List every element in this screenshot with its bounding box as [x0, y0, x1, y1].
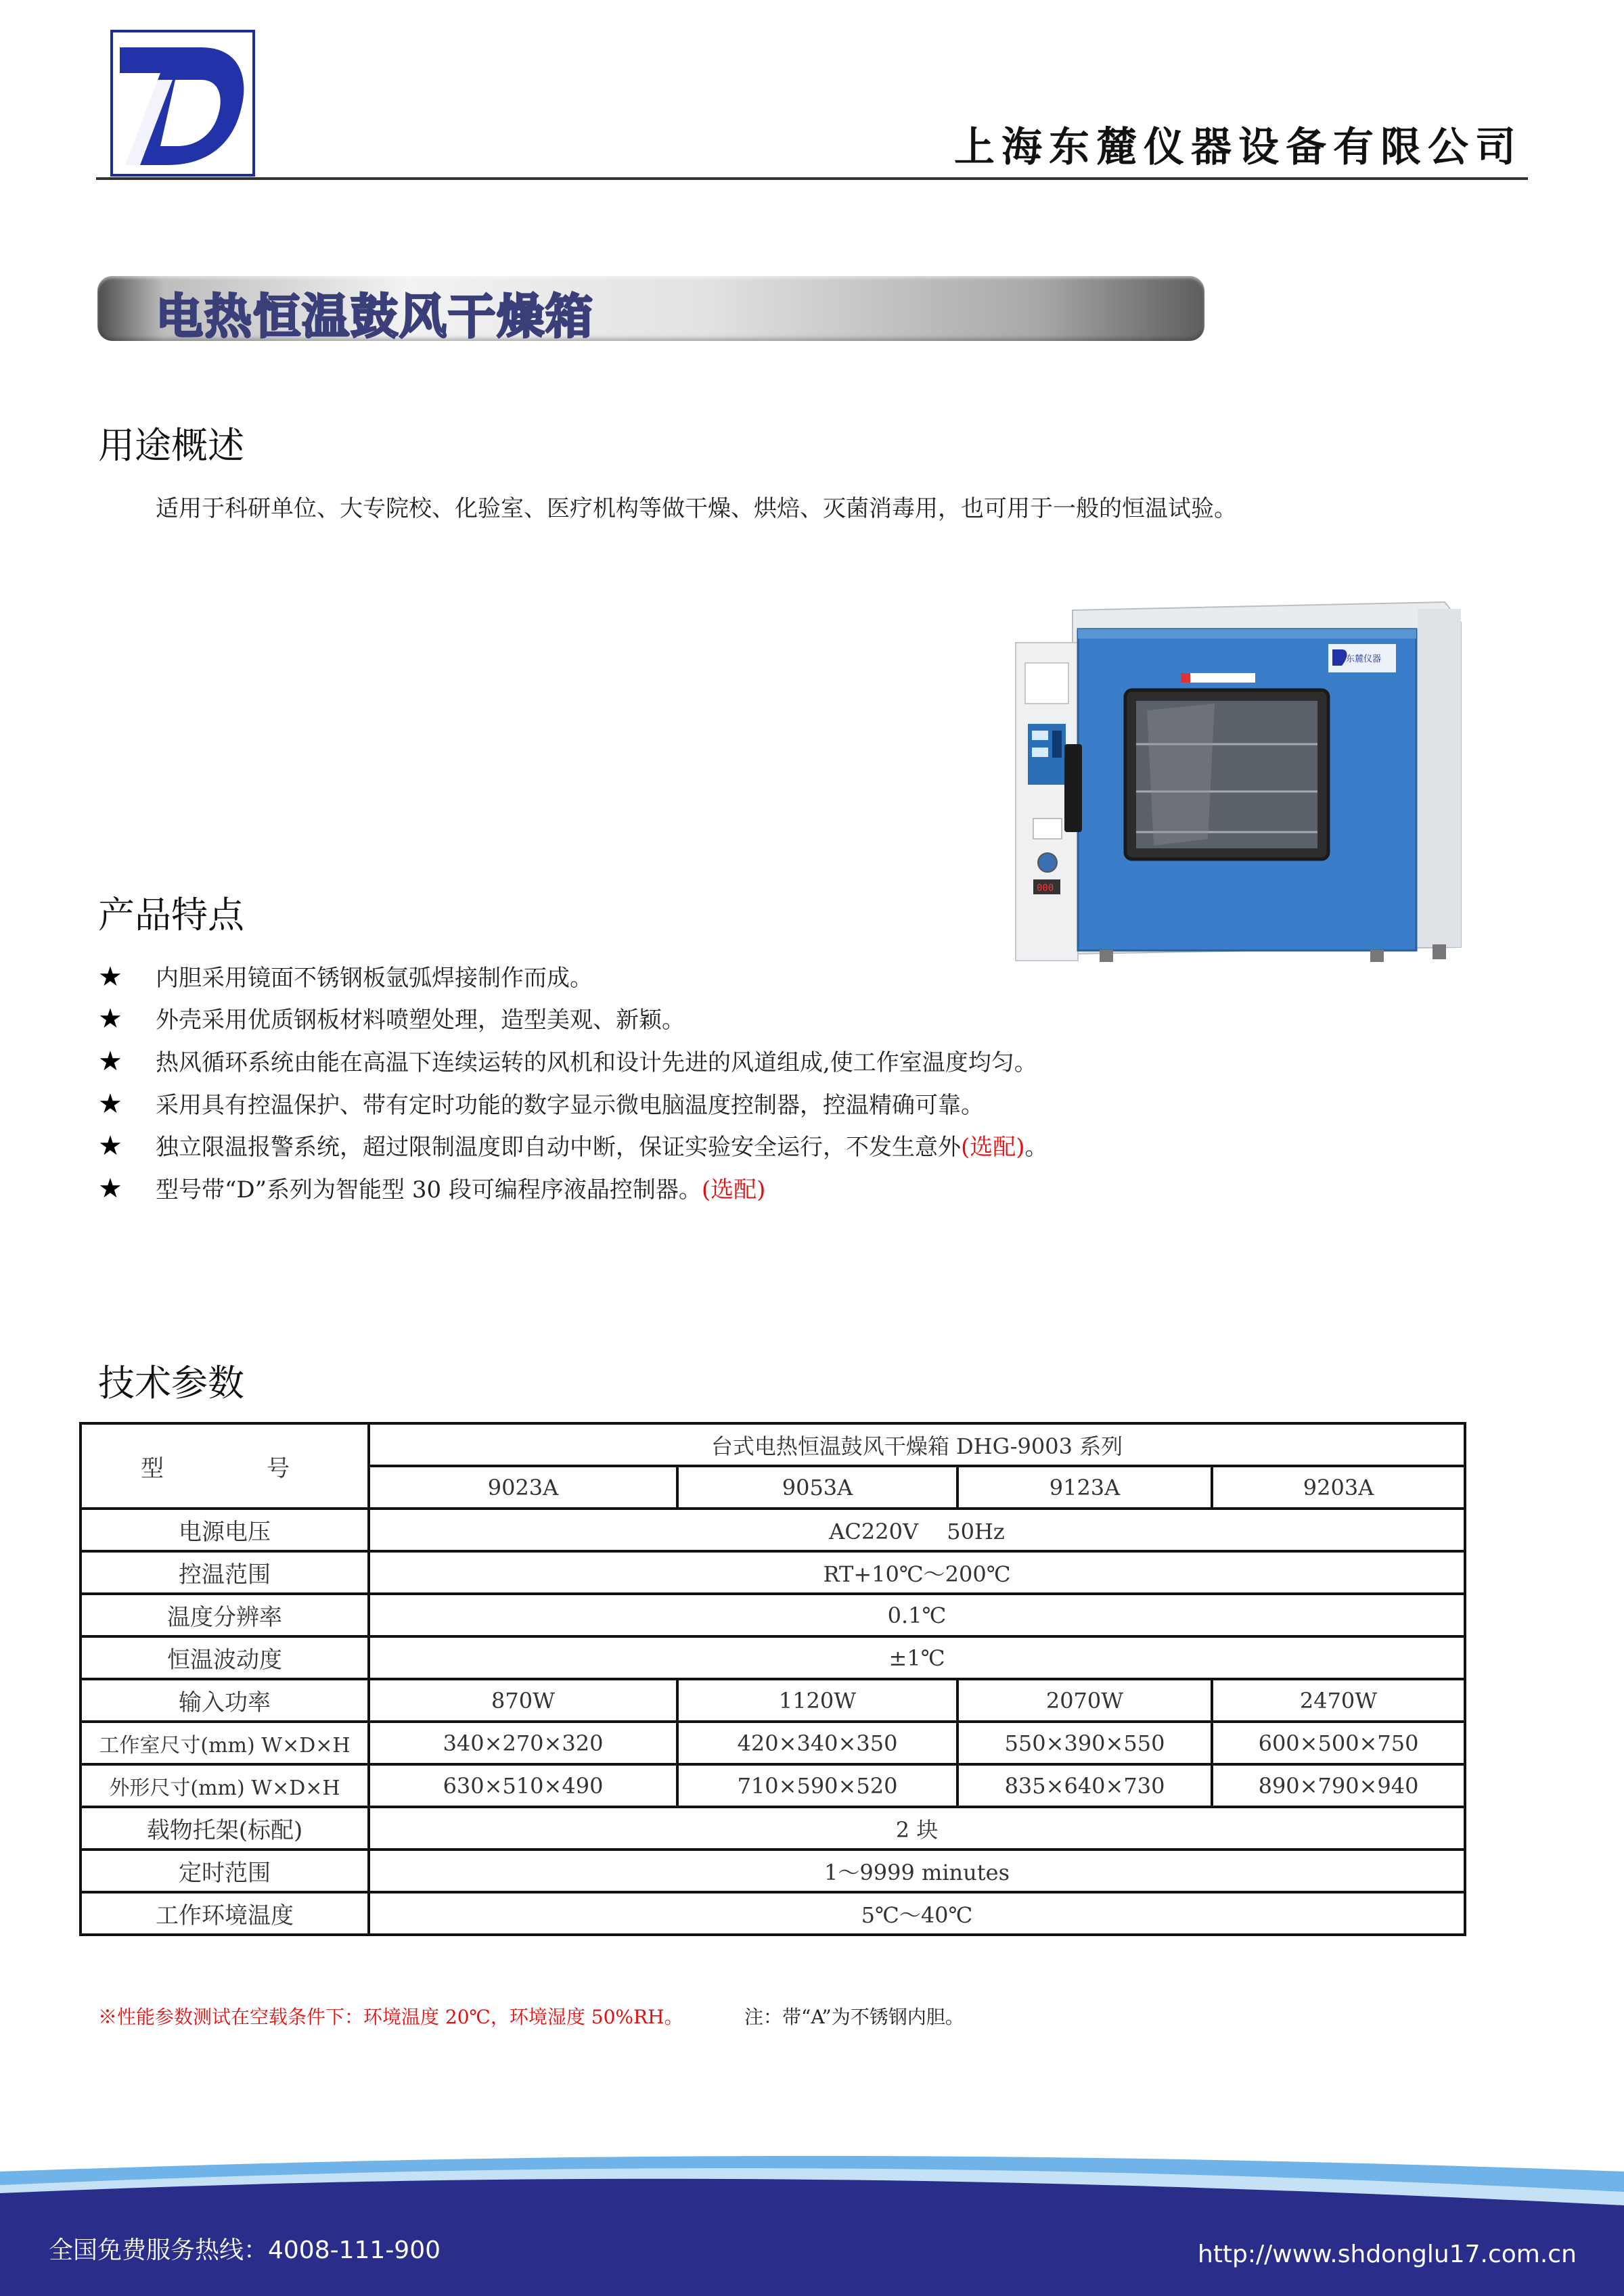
table-row: [81, 1850, 1465, 1892]
row-value: 550×390×550: [957, 1722, 1212, 1764]
row-label: 工作环境温度: [81, 1892, 369, 1935]
hotline-text: 全国免费服务热线：4008-111-900: [49, 2236, 441, 2264]
table-row: [81, 1679, 1465, 1722]
star-icon: ★: [98, 1046, 122, 1077]
table-row: [81, 1892, 1465, 1935]
table-row: [81, 1807, 1465, 1850]
row-label: 定时范围: [81, 1850, 369, 1892]
feature-item: ★ 外壳采用优质钢板材料喷塑处理，造型美观、新颖。: [98, 1003, 685, 1034]
row-label: 电源电压: [81, 1509, 369, 1551]
table-row: [81, 1764, 1465, 1807]
params-heading: 技术参数: [98, 1362, 244, 1404]
row-value: ±1℃: [369, 1636, 1465, 1679]
row-value: 2 块: [369, 1807, 1465, 1850]
row-value: AC220V 50Hz: [369, 1509, 1465, 1551]
star-icon: ★: [98, 1130, 122, 1162]
series-name: 台式电热恒温鼓风干燥箱 DHG-9003 系列: [369, 1423, 1465, 1466]
table-row: [81, 1551, 1465, 1594]
model-cell: 9023A: [369, 1466, 677, 1509]
model-cell: 9123A: [957, 1466, 1212, 1509]
header-divider: [96, 177, 1528, 180]
row-label: 控温范围: [81, 1551, 369, 1594]
company-logo: [110, 30, 255, 177]
star-icon: ★: [98, 1173, 122, 1204]
feature-item: ★ 内胆采用镜面不锈钢板氩弧焊接制作而成。: [98, 961, 593, 992]
star-icon: ★: [98, 1088, 122, 1120]
row-value: 340×270×320: [369, 1722, 677, 1764]
row-value: 890×790×940: [1212, 1764, 1465, 1807]
spec-table: [79, 1422, 1466, 1936]
website-link[interactable]: http://www.shdonglu17.com.cn: [1198, 2241, 1577, 2268]
product-image: [1012, 595, 1472, 974]
stainless-note: 注：带“A”为不锈钢内胆。: [744, 2006, 964, 2028]
row-value: 1～9999 minutes: [369, 1850, 1465, 1892]
table-row: [81, 1722, 1465, 1764]
table-row: [81, 1636, 1465, 1679]
row-label: 载物托架(标配): [81, 1807, 369, 1850]
svg-text:000: 000: [1037, 883, 1054, 894]
star-icon: ★: [98, 1003, 122, 1034]
model-cell: 9203A: [1212, 1466, 1465, 1509]
footer-band: [0, 2144, 1624, 2296]
row-value: 630×510×490: [369, 1764, 677, 1807]
row-label: 工作室尺寸(mm) W×D×H: [81, 1722, 369, 1764]
row-value: 1120W: [677, 1679, 957, 1722]
brand-plate-text: 东麓仪器: [1346, 654, 1382, 664]
table-row: [81, 1423, 1465, 1466]
usage-text: 适用于科研单位、大专院校、化验室、医疗机构等做干燥、烘焙、灭菌消毒用，也可用于一般的恒温试验。: [156, 495, 1237, 522]
row-label: 外形尺寸(mm) W×D×H: [81, 1764, 369, 1807]
row-value: 2070W: [957, 1679, 1212, 1722]
table-row: [81, 1594, 1465, 1636]
model-label: 型 号: [81, 1423, 369, 1509]
row-value: 600×500×750: [1212, 1722, 1465, 1764]
row-value: RT+10℃～200℃: [369, 1551, 1465, 1594]
test-condition-note: ※性能参数测试在空载条件下：环境温度 20℃，环境湿度 50%RH。: [98, 2006, 683, 2028]
feature-item: ★ 独立限温报警系统，超过限制温度即自动中断，保证实验安全运行，不发生意外(选配)。: [98, 1130, 1048, 1162]
table-row: [81, 1509, 1465, 1551]
row-value: 0.1℃: [369, 1594, 1465, 1636]
usage-heading: 用途概述: [98, 424, 244, 467]
model-cell: 9053A: [677, 1466, 957, 1509]
row-value: 710×590×520: [677, 1764, 957, 1807]
company-name: 上海东麓仪器设备有限公司: [954, 124, 1522, 171]
row-label: 恒温波动度: [81, 1636, 369, 1679]
feature-item: ★ 型号带“D”系列为智能型 30 段可编程序液晶控制器。(选配): [98, 1173, 766, 1204]
row-label: 温度分辨率: [81, 1594, 369, 1636]
star-icon: ★: [98, 961, 122, 992]
row-value: 420×340×350: [677, 1722, 957, 1764]
feature-item: ★ 采用具有控温保护、带有定时功能的数字显示微电脑温度控制器，控温精确可靠。: [98, 1088, 984, 1120]
optional-tag: (选配): [961, 1134, 1025, 1161]
page-title: 电热恒温鼓风干燥箱: [156, 289, 594, 344]
row-value: 2470W: [1212, 1679, 1465, 1722]
feature-item: ★ 热风循环系统由能在高温下连续运转的风机和设计先进的风道组成,使工作室温度均匀。: [98, 1046, 1037, 1077]
row-value: 5℃～40℃: [369, 1892, 1465, 1935]
drying-oven-image: [1012, 595, 1472, 974]
features-heading: 产品特点: [98, 894, 244, 936]
row-value: 870W: [369, 1679, 677, 1722]
optional-tag: (选配): [701, 1176, 766, 1203]
d-letter-logo-icon: [113, 32, 252, 174]
row-value: 835×640×730: [957, 1764, 1212, 1807]
row-label: 输入功率: [81, 1679, 369, 1722]
